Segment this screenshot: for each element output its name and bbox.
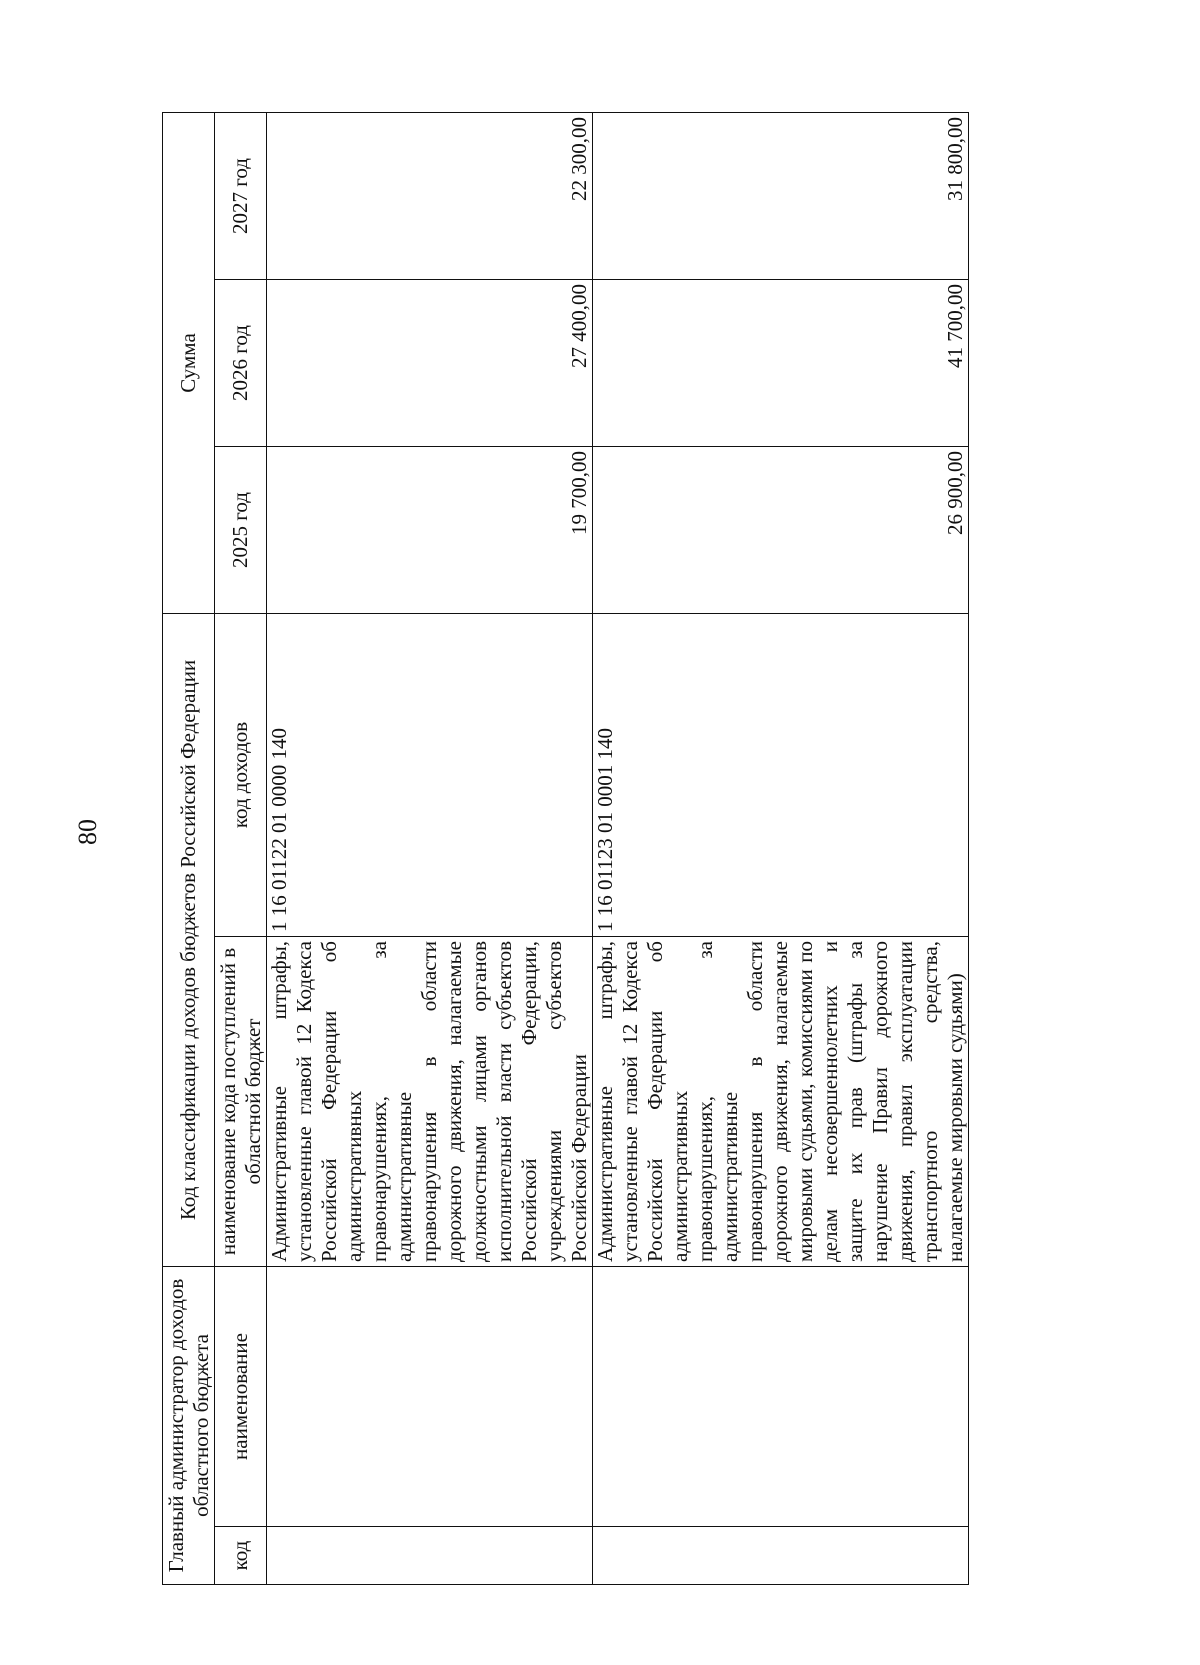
cell-2026: 27 400,00 (267, 279, 593, 446)
header-income-name: наименование кода поступлений в областной бюджет (215, 937, 267, 1267)
header-2027: 2027 год (215, 112, 267, 279)
header-admin-group: Главный администратор доходов областного бюджета (163, 1267, 215, 1585)
cell-2027: 31 800,00 (593, 112, 969, 279)
cell-2027: 22 300,00 (267, 112, 593, 279)
cell-income-name: Административные штрафы, установленные главой 12 Кодекса Российской Федерации об административных правонарушениях, за административные правонарушения в области дорожного движения, налагаемые должностными лицами органов исполнительной власти субъектов Российской Федерации, учреждениями субъектов Российской Федерации (267, 937, 593, 1267)
cell-2026: 41 700,00 (593, 279, 969, 446)
page-number: 80 (73, 819, 102, 845)
header-classification-group: Код классификации доходов бюджетов Российской Федерации (163, 613, 215, 1266)
cell-code (267, 1527, 593, 1585)
cell-income-name: Административные штрафы, установленные главой 12 Кодекса Российской Федерации об административных правонарушениях, за административные правонарушения в области дорожного движения, налагаемые мировыми судьями, комиссиями по делам несовершеннолетних и защите их прав (штрафы за нарушение Правил дорожного движения, правил эксплуатации транспортного средства, налагаемые мировыми судьями) (593, 937, 969, 1267)
header-name: наименование (215, 1267, 267, 1527)
cell-income-code: 1 16 01122 01 0000 140 (267, 613, 593, 936)
header-2026: 2026 год (215, 279, 267, 446)
header-2025: 2025 год (215, 446, 267, 613)
rotated-table-stage (162, 113, 1022, 1585)
income-classification-table (162, 112, 969, 1585)
cell-code (593, 1527, 969, 1585)
header-income-code: код доходов (215, 613, 267, 936)
cell-income-code: 1 16 01123 01 0001 140 (593, 613, 969, 936)
table-row (593, 112, 969, 1584)
header-sum-group: Сумма (163, 112, 215, 613)
cell-2025: 19 700,00 (267, 446, 593, 613)
cell-name (267, 1267, 593, 1527)
table-row (267, 112, 593, 1584)
header-row-1 (163, 112, 215, 1584)
header-row-2 (215, 112, 267, 1584)
cell-2025: 26 900,00 (593, 446, 969, 613)
header-code: код (215, 1527, 267, 1585)
cell-name (593, 1267, 969, 1527)
